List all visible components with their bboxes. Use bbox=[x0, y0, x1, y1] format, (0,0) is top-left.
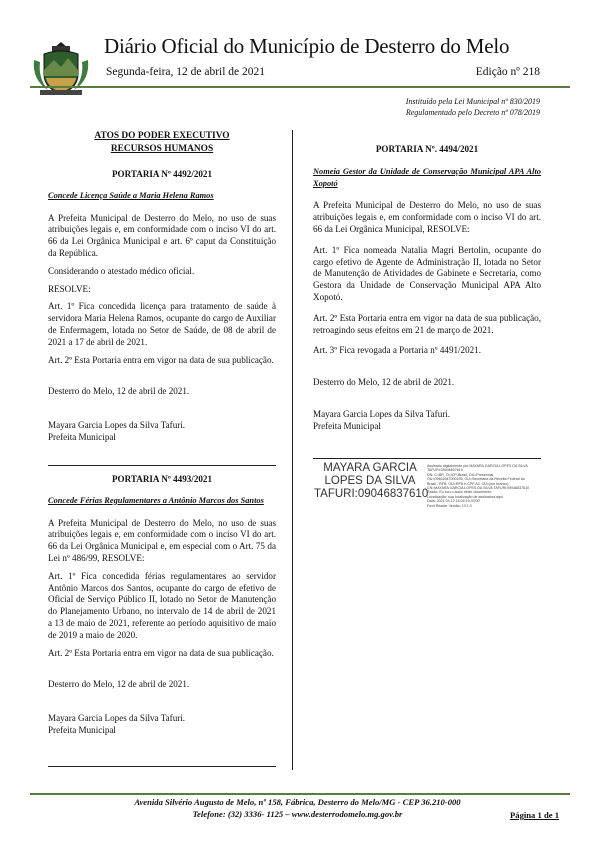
institution-note bbox=[406, 96, 540, 118]
portaria-4492-title: PORTARIA Nº 4492/2021 bbox=[111, 169, 213, 179]
left-column-lower bbox=[48, 474, 276, 737]
portaria-4494-title: PORTARIA Nº. 4494/2021 bbox=[375, 144, 479, 154]
footer-contact: Telefone: (32) 3336- 1125 – www.desterrodomelo.mg.gov.br bbox=[192, 809, 403, 819]
portaria-4492-signer: Mayara Garcia Lopes da Silva Tafuri. bbox=[48, 420, 186, 431]
section-subheading: RECURSOS HUMANOS bbox=[110, 143, 214, 154]
signature-detail-line: Assinado digitalmente por MAYARA GARCIA LOPES DA SILVA bbox=[427, 464, 528, 468]
signature-detail-line: OU=09461647000195, OU=Secretaria da Receita Federal do bbox=[427, 477, 525, 482]
left-separator bbox=[48, 465, 276, 466]
portaria-4492-place-date: Desterro do Melo, 12 de abril de 2021. bbox=[48, 386, 190, 397]
signature-detail-line: Localização: sua localização de assinatura aqui bbox=[427, 494, 503, 499]
portaria-4492-resolve: RESOLVE: bbox=[48, 283, 91, 294]
portaria-4492-considering: Considerando o atestado médico oficial. bbox=[48, 265, 195, 276]
signature-name-line3: TAFURI:09046837610 bbox=[314, 488, 429, 500]
signature-name-line1: MAYARA GARCIA bbox=[323, 462, 417, 474]
portaria-4493-signer: Mayara Garcia Lopes da Silva Tafuri. bbox=[48, 713, 186, 724]
right-separator bbox=[313, 458, 541, 459]
column-divider bbox=[292, 130, 293, 770]
signature-detail-line: CN=MAYARA GARCIA LOPES DA SILVA TAFURI:09046837610 bbox=[427, 486, 530, 491]
page-number: Página 1 de 1 bbox=[510, 810, 559, 820]
portaria-4493-preamble: A Prefeita Municipal de Desterro do Melo, no uso de suas atribuições legais e, em conformidade com o inciso VI do art. 66 da Lei Orgânica Municipal e, em especial com o Art. 75 da Lei nº 486/99, RESOLVE: bbox=[48, 517, 276, 563]
section-heading: ATOS DO PODER EXECUTIVO bbox=[94, 131, 230, 141]
signature-detail-line: TAFURI:09046837610 bbox=[427, 468, 463, 473]
portaria-4492-art2: Art. 2º Esta Portaria entra em vigor na data de sua publicação. bbox=[48, 354, 274, 365]
portaria-4494-art1: Art. 1º Fica nomeada Natalia Magri Bertolin, ocupante do cargo efetivo de Agente de Administração II, lotada no Setor de Manutenção de Atividades de Gabinete e Secretaria, como Gestora da Unidade de Conservação Municipal APA Alto Xopotó. bbox=[313, 244, 541, 302]
portaria-4492-preamble: A Prefeita Municipal de Desterro do Melo, no uso de suas atribuições legais e, em conformidade com o inciso VI do art. 66 da Lei Orgânica Municipal e art. 6º caput da Constituição da República. bbox=[48, 212, 276, 258]
portaria-4493-role: Prefeita Municipal bbox=[48, 724, 116, 735]
header-divider bbox=[30, 86, 570, 88]
edition-number: Edição nº 218 bbox=[475, 66, 540, 78]
signature-detail-line: DN: C=BR, O=ICP-Brasil, OU=Presencial, bbox=[427, 472, 495, 477]
portaria-4493-title: PORTARIA Nº 4493/2021 bbox=[111, 474, 213, 484]
municipal-crest-icon bbox=[30, 40, 92, 98]
portaria-4493-place-date: Desterro do Melo, 12 de abril de 2021. bbox=[48, 679, 190, 690]
portaria-4494-art3: Art. 3º Fica revogada a Portaria nº 4491/2021. bbox=[313, 345, 482, 356]
portaria-4492-role: Prefeita Municipal bbox=[48, 431, 116, 442]
publication-date: Segunda-feira, 12 de abril de 2021 bbox=[106, 66, 266, 78]
left-column bbox=[48, 130, 276, 444]
signature-detail-line: Brasil - RFB, OU=RFB e-CPF A3, OU=(em branco), bbox=[427, 481, 510, 486]
portaria-4492-art1: Art. 1º Fica concedida licença para tratamento de saúde à servidora Maria Helena Ramos, ocupante do cargo de Auxiliar de Enfermagem, lotada no Setor de Saúde, de 08 de abril de 2021 a 17 de abril de 2021. bbox=[48, 301, 276, 347]
footer-divider bbox=[30, 793, 570, 795]
portaria-4494-subject: Nomeia Gestor da Unidade de Conservação Municipal APA Alto Xopotó bbox=[313, 166, 541, 188]
footer-address: Avenida Silvério Augusto de Melo, nº 158, Fábrica, Desterro do Melo/MG - CEP 36.210-000 bbox=[134, 797, 461, 807]
signature-detail-line: Foxit Reader Versão: 10.1.0 bbox=[427, 503, 472, 508]
newspaper-title: Diário Oficial do Município de Desterro do Melo bbox=[104, 34, 510, 58]
portaria-4493-art1: Art. 1º Fica concedida férias regulamentares ao servidor Antônio Marcos dos Santos, ocupante do cargo de efetivo de Oficial de Serviço Público II, lotado no Setor de Manutenção do Planejamento Urbano, no intervalo de 14 de abril de 2021 a 13 de maio de 2021, referente ao período aquisitivo de maio de 2019 a maio de 2020. bbox=[48, 570, 276, 640]
portaria-4493-art2: Art. 2º Esta Portaria entra em vigor na data de sua publicação. bbox=[48, 647, 274, 658]
right-column bbox=[313, 144, 541, 433]
signature-detail-line: Razão: Eu sou o autor deste documento bbox=[427, 490, 492, 495]
digital-signature-details bbox=[427, 464, 545, 508]
signature-name-line2: LOPES DA SILVA bbox=[324, 475, 416, 487]
digital-signature-name bbox=[314, 462, 429, 506]
left-bottom-separator bbox=[48, 766, 276, 767]
signature-detail-line: Data: 2021.04.12 16:04:19-03'00' bbox=[427, 499, 481, 504]
portaria-4493-subject: Concede Férias Regulamentares a Antônio Marcos dos Santos bbox=[48, 495, 264, 505]
portaria-4494-role: Prefeita Municipal bbox=[313, 420, 381, 431]
portaria-4494-signer: Mayara Garcia Lopes da Silva Tafuri. bbox=[313, 408, 451, 419]
institution-law: Instituído pela Lei Municipal nº 830/2019 bbox=[405, 97, 540, 106]
portaria-4494-place-date: Desterro do Melo, 12 de abril de 2021. bbox=[313, 377, 455, 388]
portaria-4492-subject: Concede Licença Saúde a Maria Helena Ramos bbox=[48, 190, 214, 200]
portaria-4494-art2: Art. 2º Esta Portaria entra em vigor na data de sua publicação, retroagindo seus efeitos em 21 de março de 2021. bbox=[313, 312, 541, 335]
institution-decree: Regulamentado pelo Decreto nº 078/2019 bbox=[405, 108, 540, 117]
portaria-4494-preamble: A Prefeita Municipal de Desterro do Melo, no uso de suas atribuições legais e, em conformidade com o inciso VI do art. 66 da Lei Orgânica Municipal, RESOLVE: bbox=[313, 200, 541, 234]
